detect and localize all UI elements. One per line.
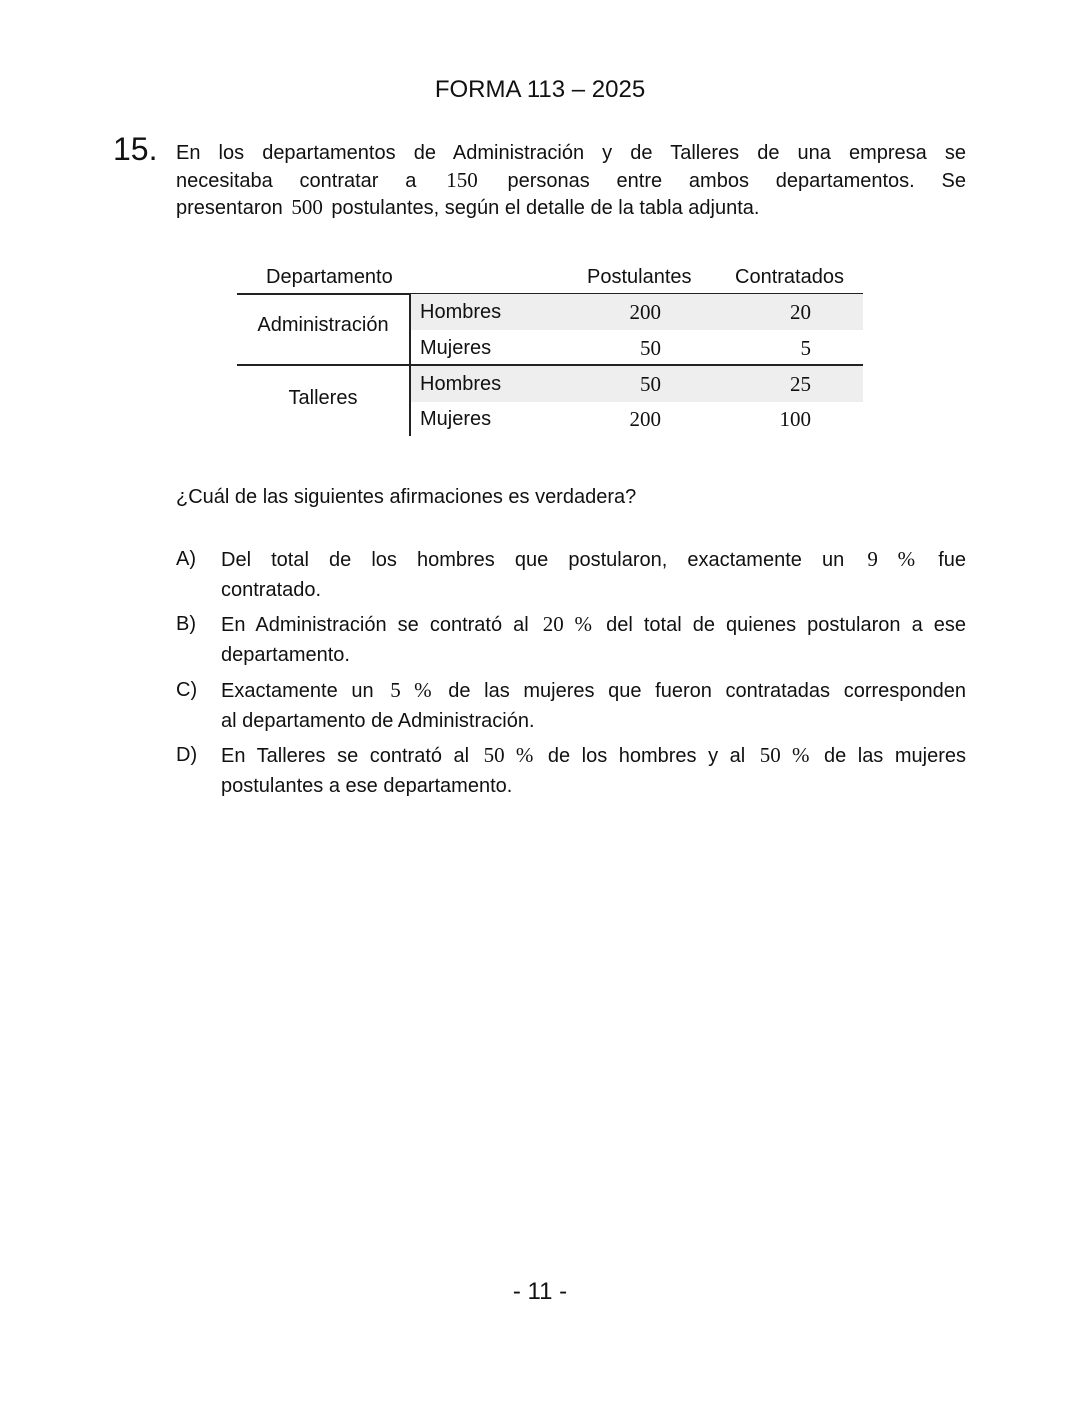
- option-letter: D): [176, 744, 198, 766]
- col-header-hired: Contratados: [735, 266, 844, 288]
- question-intro: [176, 140, 966, 222]
- col-header-department: Departamento: [266, 266, 393, 288]
- dept-talleres: Talleres: [288, 387, 358, 409]
- table-row: Mujeres 200 100: [420, 407, 811, 431]
- applicant-count: 500: [291, 195, 323, 219]
- intro-line-3: presentaron 500 postulantes, según el detalle de la tabla adjunta.: [176, 195, 760, 219]
- table-row: Hombres 200 20: [411, 294, 863, 330]
- option-c[interactable]: C) Exactamente un 5 % de las mujeres que fueron contratadas corresponden al departamento de Administración.: [176, 675, 966, 736]
- option-letter: B): [176, 613, 196, 635]
- intro-line-1: En los departamentos de Administración y de Talleres de una empresa se: [176, 142, 966, 164]
- dept-administracion: Administración: [257, 314, 389, 336]
- table-row: Hombres 50 25: [411, 366, 863, 402]
- option-b[interactable]: B) En Administración se contrató al 20 % del total de quienes postularon a ese departamento.: [176, 609, 966, 670]
- table-row: Mujeres 50 5: [420, 336, 811, 360]
- form-header: FORMA 113 – 2025: [434, 76, 646, 103]
- question-prompt: ¿Cuál de las siguientes afirmaciones es verdadera?: [176, 486, 637, 508]
- option-letter: A): [176, 548, 196, 570]
- option-a[interactable]: A) Del total de los hombres que postularon, exactamente un 9 % fue contratado.: [176, 544, 966, 605]
- page-number: - 11 -: [512, 1278, 568, 1305]
- col-header-applicants: Postulantes: [587, 266, 692, 288]
- hire-count: 150: [446, 167, 478, 192]
- intro-line-2: necesitaba contratar a 150 personas entre ambos departamentos. Se: [176, 167, 966, 192]
- question-number: 15.: [113, 131, 158, 167]
- option-d[interactable]: D) En Talleres se contrató al 50 % de los hombres y al 50 % de las mujeres postulantes a ese departamento.: [176, 740, 966, 801]
- option-letter: C): [176, 679, 198, 701]
